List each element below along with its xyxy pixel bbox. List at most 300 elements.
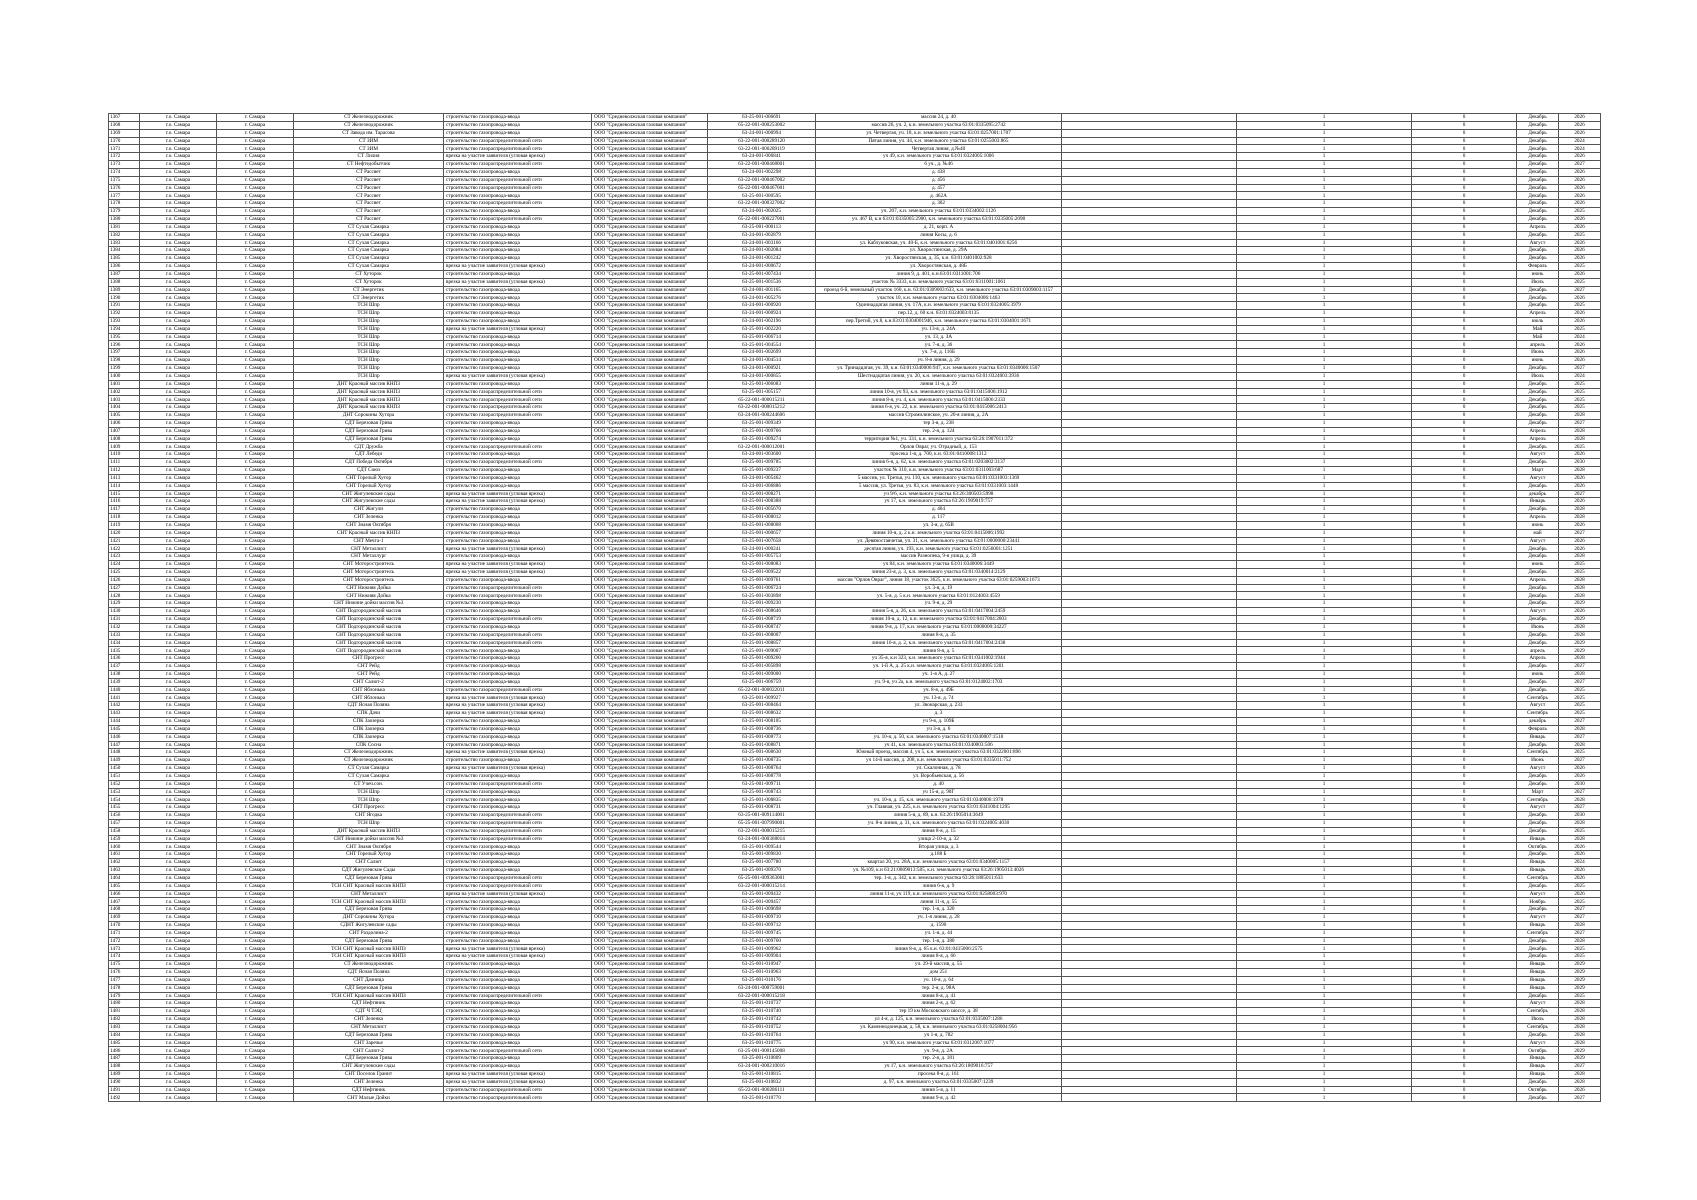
table-cell: 2026 [1559,874,1601,882]
table-cell: строительство газопровода-ввода [444,921,592,929]
table-cell: 1 [1237,1039,1412,1047]
table-cell: строительство газораспределительной сети [444,992,592,1000]
table-cell: ООО "Средневолжская газовая компания" [592,953,708,961]
table-cell: г.о. Самара [140,725,217,733]
table-row [109,388,1601,396]
table-cell: Декабрь [1517,247,1559,255]
table-cell: 65-22-001-000286111 [708,1086,816,1094]
table-cell: 0 [1412,1086,1517,1094]
table-cell: уч 17, к.н. земельного участка 63:26:1809016:757 [816,1063,1062,1071]
table-cell: 1 [1237,498,1412,506]
table-cell: г.о. Самара [140,506,217,514]
table-cell: уч. 9-я, д. 2А [816,1047,1062,1055]
table-row [109,937,1601,945]
table-cell: ООО "Средневолжская газовая компания" [592,255,708,263]
table-cell [1062,490,1237,498]
table-cell: СНТ Рейд [294,670,444,678]
table-cell: 1 [1237,365,1412,373]
table-cell: 0 [1412,812,1517,820]
table-cell: 0 [1412,898,1517,906]
table-cell: ООО "Средневолжская газовая компания" [592,466,708,474]
table-cell: 1 [1237,867,1412,875]
table-cell: 1 [1237,874,1412,882]
table-cell: г. Самара [217,341,294,349]
table-cell: СДТ Березовая Грива [294,419,444,427]
table-cell: 63-25-001-008271 [708,490,816,498]
table-cell [1062,1039,1237,1047]
table-cell: г. Самара [217,592,294,600]
table-cell: СНТ Яблонька [294,686,444,694]
table-cell: г.о. Самара [140,702,217,710]
table-cell: СНТ Жигули [294,506,444,514]
table-cell [1062,553,1237,561]
table-cell: ТСН Шпр [294,341,444,349]
table-cell: СТ Рассвет [294,192,444,200]
table-cell: 1413 [109,474,140,482]
table-cell: 63-25-001-009114001 [708,812,816,820]
table-cell: 2027 [1559,717,1601,725]
table-cell: 0 [1412,247,1517,255]
table-cell: г. Самара [217,616,294,624]
table-cell [1062,819,1237,827]
table-cell: линия 8-я, д. 35 [816,631,1062,639]
table-cell: 63-24-001-000672 [708,263,816,271]
table-cell: г. Самара [217,443,294,451]
table-cell: г. Самара [217,929,294,937]
table-cell: 1429 [109,600,140,608]
table-cell: г. Самара [217,992,294,1000]
table-cell: ООО "Средневолжская газовая компания" [592,349,708,357]
table-cell: уч 49, к.н. земельного участка 63:01:0324005:1006 [816,153,1062,161]
table-cell: 1375 [109,176,140,184]
table-cell: 1417 [109,506,140,514]
table-cell: г. Самара [217,968,294,976]
table-cell: ул. Четвертая, уч. 18, к.н. земельного участка 63:01:0257001:1707 [816,129,1062,137]
table-cell: 2025 [1559,686,1601,694]
table-cell: 2029 [1559,976,1601,984]
table-cell: г. Самара [217,780,294,788]
table-cell: участок № 310, к.н. земельного участка 63:01:0311003:687 [816,466,1062,474]
table-cell: 2026 [1559,317,1601,325]
table-cell: Январь [1517,984,1559,992]
table-cell [1062,741,1237,749]
table-cell [1062,843,1237,851]
table-cell: 1 [1237,898,1412,906]
table-cell: г.о. Самара [140,1086,217,1094]
table-cell: г.о. Самара [140,953,217,961]
table-cell: 63-25-001-008083 [708,561,816,569]
table-cell [1062,561,1237,569]
table-cell: 1374 [109,168,140,176]
table-cell: 2024 [1559,145,1601,153]
table-cell: 1420 [109,529,140,537]
table-cell: врезка на участие заявителя (угловая врезка) [444,694,592,702]
table-cell: Декабрь [1517,741,1559,749]
table-cell: ООО "Средневолжская газовая компания" [592,184,708,192]
table-cell: 0 [1412,521,1517,529]
table-cell: 1409 [109,443,140,451]
table-cell: г. Самара [217,1070,294,1078]
table-cell: 2026 [1559,521,1601,529]
table-cell: СНТ Яблонька [294,694,444,702]
table-cell: 1400 [109,372,140,380]
table-cell: 1 [1237,945,1412,953]
table-cell [1062,623,1237,631]
table-cell: Декабрь [1517,616,1559,624]
table-cell: 1386 [109,263,140,271]
table-cell: 63-24-001-006841 [708,153,816,161]
table-cell: ООО "Средневолжская газовая компания" [592,733,708,741]
table-cell [1062,506,1237,514]
table-cell: 2026 [1559,474,1601,482]
table-cell: 0 [1412,263,1517,271]
table-cell: г.о. Самара [140,286,217,294]
table-cell: СНТ Жигулевские сады [294,490,444,498]
table-cell: г.о. Самара [140,921,217,929]
table-cell: 0 [1412,357,1517,365]
table-cell: 1397 [109,349,140,357]
table-cell: д. 438 [816,168,1062,176]
table-cell: 0 [1412,984,1517,992]
table-cell [1062,529,1237,537]
table-cell: ООО "Средневолжская газовая компания" [592,741,708,749]
table-cell: СТ Сухая Самарка [294,231,444,239]
table-cell: линия 8-я, д. 41 [816,992,1062,1000]
table-cell: СНТ Дачница [294,976,444,984]
table-cell: 0 [1412,1063,1517,1071]
table-cell: 0 [1412,114,1517,122]
table-cell: уч. 13-я, д. 74 [816,694,1062,702]
table-cell: 2026 [1559,114,1601,122]
table-row [109,780,1601,788]
table-cell: строительство газораспределительной сети [444,882,592,890]
table-cell: ДНТ Красный массив КНПЗ [294,396,444,404]
table-cell: ООО "Средневолжская газовая компания" [592,757,708,765]
table-cell: ООО "Средневолжская газовая компания" [592,145,708,153]
table-cell: ООО "Средневолжская газовая компания" [592,890,708,898]
table-cell: 2028 [1559,1016,1601,1024]
table-cell: строительство газопровода-ввода [444,451,592,459]
table-cell: 1 [1237,929,1412,937]
table-cell: г. Самара [217,561,294,569]
table-cell: Пятая линия, уч. 44, к.н. земельного участка 63:01:0255003:865 [816,137,1062,145]
table-cell: 1 [1237,239,1412,247]
table-cell: тер 3-я, д. 238 [816,419,1062,427]
table-cell [1062,215,1237,223]
table-cell: 2026 [1559,341,1601,349]
table-cell: 1 [1237,537,1412,545]
table-cell: г. Самара [217,890,294,898]
table-cell: 63-25-001-009370 [708,867,816,875]
table-cell [1062,765,1237,773]
table-cell: 0 [1412,278,1517,286]
table-cell: 63-24-001-002699 [708,349,816,357]
table-cell: г. Самара [217,388,294,396]
table-cell: Декабрь [1517,827,1559,835]
table-cell [1062,937,1237,945]
table-cell: 2027 [1559,1063,1601,1071]
table-cell [1062,710,1237,718]
table-cell: г. Самара [217,490,294,498]
table-cell: 2026 [1559,294,1601,302]
table-cell: ООО "Средневолжская газовая компания" [592,435,708,443]
table-cell: 2026 [1559,843,1601,851]
table-cell: 1460 [109,843,140,851]
table-cell: Август [1517,702,1559,710]
table-cell [1062,1078,1237,1086]
table-cell: 1 [1237,725,1412,733]
table-cell: 63-25-001-009927 [708,694,816,702]
table-cell: г.о. Самара [140,459,217,467]
table-cell [1062,592,1237,600]
table-cell: г. Самара [217,412,294,420]
table-cell [1062,1086,1237,1094]
table-cell: 1 [1237,623,1412,631]
table-row [109,553,1601,561]
table-cell [1062,851,1237,859]
table-cell [1062,655,1237,663]
table-cell: 1486 [109,1047,140,1055]
table-cell: строительство газораспределительной сети [444,686,592,694]
table-cell: 1442 [109,702,140,710]
table-row [109,1047,1601,1055]
table-cell: г.о. Самара [140,317,217,325]
table-cell: 65-22-001-000467001 [708,184,816,192]
table-cell: линия 9, д. 401, к.н.63:01:0311001:706 [816,270,1062,278]
table-cell: строительство газораспределительной сети [444,819,592,827]
table-cell [1062,1070,1237,1078]
table-cell: строительство газораспределительной сети [444,584,592,592]
table-cell: г.о. Самара [140,482,217,490]
table-cell: 1449 [109,757,140,765]
table-cell: 0 [1412,231,1517,239]
table-cell [1062,270,1237,278]
table-cell: ТСН Шпр [294,819,444,827]
table-cell: 1388 [109,278,140,286]
table-cell: г. Самара [217,161,294,169]
table-cell: 2028 [1559,725,1601,733]
table-cell: 63-22-001-000468001 [708,161,816,169]
table-cell: 1380 [109,215,140,223]
table-row [109,968,1601,976]
table-cell: Декабрь [1517,678,1559,686]
table-cell: Декабрь [1517,1094,1559,1102]
table-cell: уч. 8-я линия, д. 29 [816,357,1062,365]
table-cell [1062,906,1237,914]
table-cell: 1451 [109,772,140,780]
table-cell: 1485 [109,1039,140,1047]
table-cell: г.о. Самара [140,819,217,827]
table-cell: г.о. Самара [140,529,217,537]
table-cell: 2028 [1559,1070,1601,1078]
table-cell: врезка на участие заявителя (угловая врезка) [444,710,592,718]
table-row [109,443,1601,451]
table-cell: ДНТ Сорокины Хутора [294,914,444,922]
table-cell: г.о. Самара [140,537,217,545]
table-cell: 1 [1237,435,1412,443]
table-cell: 1 [1237,302,1412,310]
table-cell: 0 [1412,184,1517,192]
table-cell: 1 [1237,812,1412,820]
table-cell: 2027 [1559,804,1601,812]
table-cell: ООО "Средневолжская газовая компания" [592,239,708,247]
table-cell: СДТ Березовая Грива [294,937,444,945]
table-cell: Декабрь [1517,388,1559,396]
table-row [109,984,1601,992]
table-cell [1062,341,1237,349]
table-cell: Декабрь [1517,443,1559,451]
table-row [109,765,1601,773]
table-cell: г.о. Самара [140,1016,217,1024]
table-cell: ООО "Средневолжская газовая компания" [592,443,708,451]
table-cell: участок № 3333, к.н. земельного участка 63:01:0311001:1061 [816,278,1062,286]
table-cell: 1430 [109,608,140,616]
table-cell: г. Самара [217,670,294,678]
table-cell: г.о. Самара [140,561,217,569]
table-row [109,819,1601,827]
table-cell [1062,647,1237,655]
table-cell: ООО "Средневолжская газовая компания" [592,459,708,467]
table-cell: 1436 [109,655,140,663]
table-cell: Декабрь [1517,129,1559,137]
table-cell: 1370 [109,137,140,145]
table-cell: тер. 2-я, д. 98А [816,984,1062,992]
table-cell [1062,1000,1237,1008]
table-cell: линия 9-я, д. 17, к.н. земельного участка 63:01:0000000:34227 [816,623,1062,631]
table-cell: 1 [1237,804,1412,812]
table-cell: Декабрь [1517,255,1559,263]
table-row [109,1039,1601,1047]
table-cell: 0 [1412,325,1517,333]
table-row [109,247,1601,255]
table-cell: СНТ Раздолина-2 [294,929,444,937]
table-cell: ООО "Средневолжская газовая компания" [592,600,708,608]
table-cell: 1 [1237,976,1412,984]
table-cell: г. Самара [217,208,294,216]
table-cell [1062,537,1237,545]
table-cell [1062,890,1237,898]
table-cell: Декабрь [1517,937,1559,945]
table-cell: 1373 [109,161,140,169]
table-cell: строительство газопровода-ввода [444,365,592,373]
table-cell: 2026 [1559,239,1601,247]
table-cell: 63-22-001-000012001 [708,443,816,451]
table-cell: д. 464 [816,506,1062,514]
table-cell: Шестнадцатая линия, уч. 20, к.н. земельного участка 63:01:0324003:3936 [816,372,1062,380]
table-cell: 63-25-001-009785 [708,459,816,467]
table-cell: 0 [1412,1094,1517,1102]
table-cell: г. Самара [217,655,294,663]
table-cell: врезка на участие заявителя (угловая врезка) [444,561,592,569]
table-cell: уч. 29-й массив, д. 55 [816,961,1062,969]
table-cell: г. Самара [217,874,294,882]
table-cell: г.о. Самара [140,1070,217,1078]
table-cell: врезка на участие заявителя (угловая врезка) [444,1070,592,1078]
table-cell: 0 [1412,733,1517,741]
table-cell: 63-25-001-009710 [708,914,816,922]
table-cell: 1 [1237,310,1412,318]
table-cell [1062,1023,1237,1031]
table-cell: СНТ Металлист [294,890,444,898]
table-cell: 2027 [1559,1094,1601,1102]
table-cell: г.о. Самара [140,584,217,592]
table-cell: Декабрь [1517,208,1559,216]
table-cell: ООО "Средневолжская газовая компания" [592,819,708,827]
table-cell: строительство газопровода-ввода [444,663,592,671]
table-cell: 0 [1412,137,1517,145]
table-cell: строительство газопровода-ввода [444,1031,592,1039]
table-cell: СНТ Моторостроитель [294,568,444,576]
table-cell: г.о. Самара [140,490,217,498]
table-cell: г. Самара [217,247,294,255]
table-cell: г.о. Самара [140,843,217,851]
table-cell: д.188 Б [816,851,1062,859]
table-cell: 1 [1237,553,1412,561]
table-cell: г. Самара [217,521,294,529]
table-row [109,867,1601,875]
table-cell: г.о. Самара [140,419,217,427]
table-row [109,1008,1601,1016]
table-cell: ООО "Средневолжская газовая компания" [592,898,708,906]
table-cell: 1 [1237,678,1412,686]
table-cell: ТСН СНТ Красный массив КНПЗ [294,898,444,906]
table-cell: ООО "Средневолжская газовая компания" [592,804,708,812]
table-row [109,474,1601,482]
table-cell: 1389 [109,286,140,294]
table-cell: 2029 [1559,616,1601,624]
table-cell: строительство газораспределительной сети [444,812,592,820]
table-cell: ООО "Средневолжская газовая компания" [592,325,708,333]
table-cell: уч. 13-я, д. 24А [816,325,1062,333]
table-cell: 1 [1237,459,1412,467]
table-cell: СТ Сухая Самарка [294,772,444,780]
table-cell: Декабрь [1517,568,1559,576]
table-cell: ООО "Средневолжская газовая компания" [592,914,708,922]
table-cell: Декабрь [1517,600,1559,608]
table-cell: г.о. Самара [140,372,217,380]
table-cell: д. 40 [816,780,1062,788]
table-cell: врезка на участие заявителя (угловая врезка) [444,890,592,898]
table-cell: ООО "Средневолжская газовая компания" [592,341,708,349]
table-cell: г. Самара [217,255,294,263]
table-cell: 2027 [1559,757,1601,765]
table-cell: 63-25-001-008464 [708,702,816,710]
table-cell: строительство газопровода-ввода [444,333,592,341]
table-cell: Июль [1517,1016,1559,1024]
table-cell [1062,1016,1237,1024]
table-cell: 0 [1412,835,1517,843]
table-cell: г.о. Самара [140,772,217,780]
table-cell: СНТ Прогресс [294,655,444,663]
table-cell: г. Самара [217,804,294,812]
table-cell: 63-25-001-010963 [708,968,816,976]
table-cell: ООО "Средневолжская газовая компания" [592,835,708,843]
table-cell: 1491 [109,1086,140,1094]
table-cell: г.о. Самара [140,796,217,804]
table-cell [1062,812,1237,820]
table-cell: 1478 [109,984,140,992]
table-cell: 63-24-001-002298 [708,168,816,176]
table-row [109,568,1601,576]
table-cell: 1387 [109,270,140,278]
table-row [109,921,1601,929]
table-cell: г. Самара [217,153,294,161]
table-row [109,286,1601,294]
table-cell [1062,568,1237,576]
table-cell: г. Самара [217,349,294,357]
table-cell: 63-24-001-006886 [708,482,816,490]
table-cell [1062,804,1237,812]
